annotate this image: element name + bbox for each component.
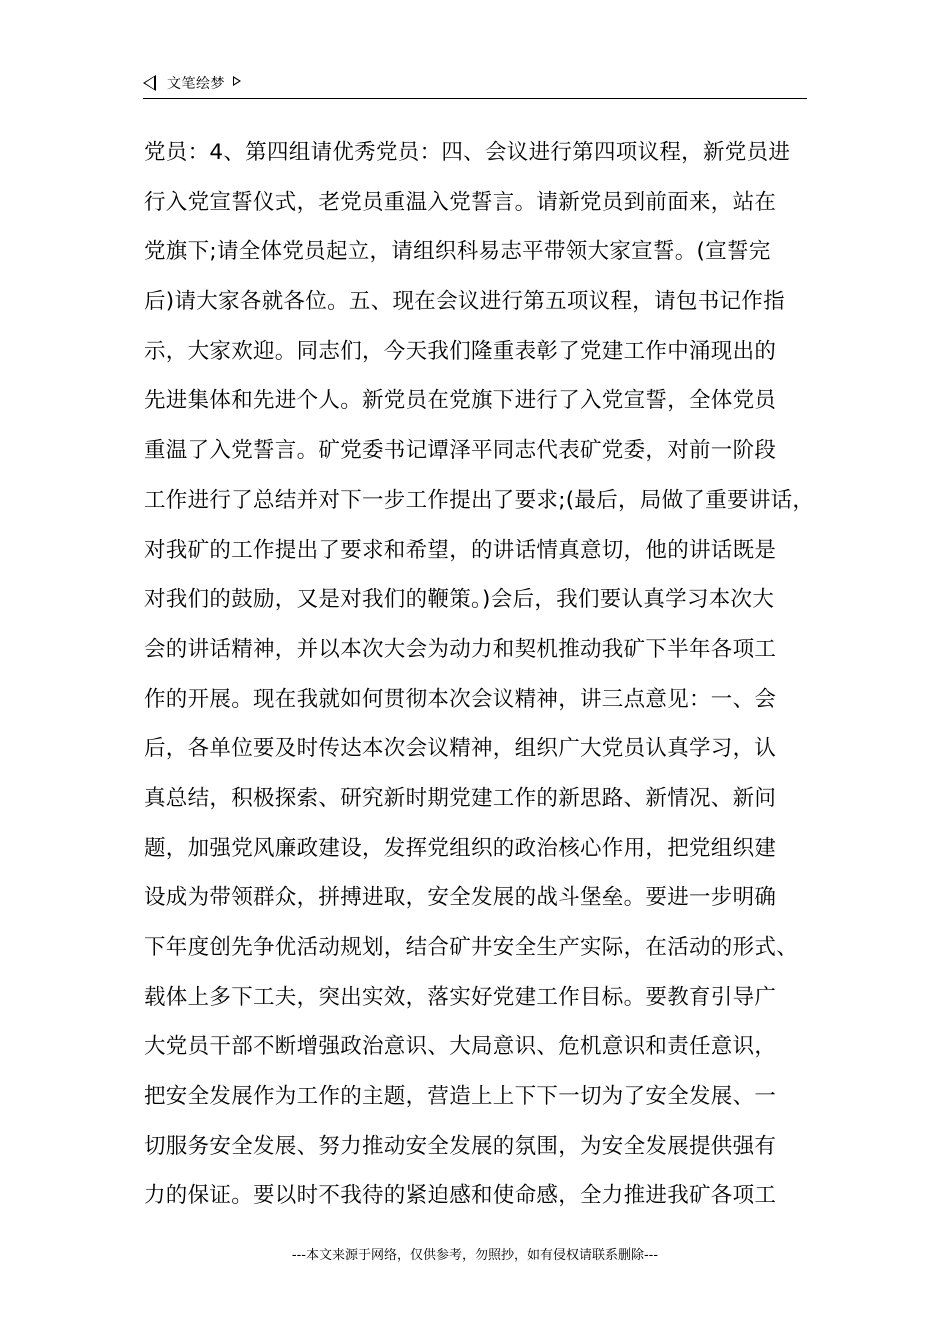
text-line: 行入党宣誓仪式，老党员重温入党誓言。请新党员到前面来，站在 <box>144 189 777 215</box>
text-line: 载体上多下工夫，突出实效，落实好党建工作目标。要教育引导广 <box>144 984 777 1010</box>
text-line: 真总结，积极探索、研究新时期党建工作的新思路、新情况、新问 <box>144 785 777 811</box>
header-title: 文笔绘梦 <box>167 76 225 92</box>
text-line: 设成为带领群众，拼搏进取，安全发展的战斗堡垒。要进一步明确 <box>144 885 777 911</box>
right-triangle-icon <box>233 76 241 86</box>
text-line: 党旗下;请全体党员起立，请组织科易志平带领大家宣誓。(宣誓完 <box>144 239 771 265</box>
text-line: 把安全发展作为工作的主题，营造上上下下一切为了安全发展、一 <box>144 1084 777 1110</box>
text-line: 力的保证。要以时不我待的紧迫感和使命感，全力推进我矿各项工 <box>144 1183 777 1209</box>
text-line: 对我矿的工作提出了要求和希望，的讲话情真意切，他的讲话既是 <box>144 537 777 563</box>
text-line: 工作进行了总结并对下一步工作提出了要求;(最后，局做了重要讲话， <box>144 487 815 513</box>
left-triangle-icon <box>143 75 156 91</box>
text-line: 题，加强党风廉政建设，发挥党组织的政治核心作用，把党组织建 <box>144 835 777 861</box>
text-line: 示，大家欢迎。同志们，今天我们隆重表彰了党建工作中涌现出的 <box>144 338 777 364</box>
text-line: 下年度创先争优活动规划，结合矿井安全生产实际，在活动的形式、 <box>144 935 799 960</box>
text-line: 对我们的鼓励，又是对我们的鞭策。)会后，我们要认真学习本次大 <box>144 587 775 613</box>
text-line: 重温了入党誓言。矿党委书记谭泽平同志代表矿党委，对前一阶段 <box>144 438 777 464</box>
text-line: 大党员干部不断增强政治意识、大局意识、危机意识和责任意识， <box>144 1034 777 1060</box>
body-text <box>144 128 844 1221</box>
text-line: 会的讲话精神，并以本次大会为动力和契机推动我矿下半年各项工 <box>144 636 777 662</box>
footer-note: ---本文来源于网络，仅供参考，勿照抄，如有侵权请联系删除--- <box>291 1248 659 1263</box>
text-line: 党员：4、第四组请优秀党员：四、会议进行第四项议程，新党员进 <box>144 140 791 165</box>
text-line: 作的开展。现在我就如何贯彻本次会议精神，讲三点意见：一、会 <box>144 686 777 712</box>
page-header <box>143 72 807 99</box>
text-line: 后)请大家各就各位。五、现在会议进行第五项议程，请包书记作指 <box>144 289 785 315</box>
text-line: 先进集体和先进个人。新党员在党旗下进行了入党宣誓，全体党员 <box>144 388 777 414</box>
text-line: 后，各单位要及时传达本次会议精神，组织广大党员认真学习，认 <box>144 736 777 762</box>
text-line: 切服务安全发展、努力推动安全发展的氛围，为安全发展提供强有 <box>144 1133 777 1159</box>
